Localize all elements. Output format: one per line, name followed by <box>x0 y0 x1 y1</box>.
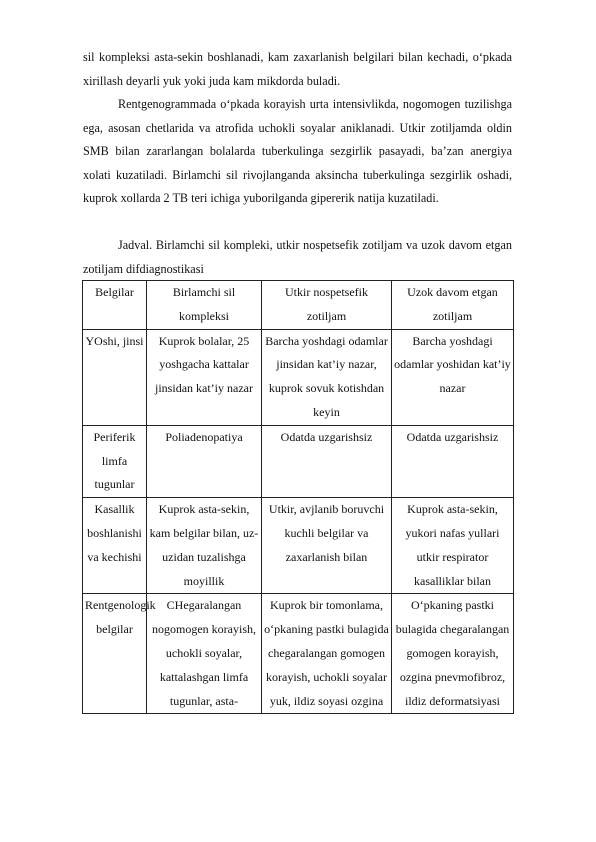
table-row <box>83 425 514 497</box>
table-cell: YOshi, jinsi <box>83 329 147 425</box>
table-row <box>83 498 514 594</box>
paragraph-rentgen: Rentgenogrammada o‘pkada korayish urta intensivlikda, nogomogen tuzilishga ega, asosan chetlarida va atrofida uchokli soyalar aniklanadi. Utkir zotiljamda oldin SMB bilan zararlangan bolalarda tuberkulinga sezgirlik pasayadi, ba’zan anergiya xolati kuzatiladi. Birlamchi sil rivojlanganda aksincha tuberkulinga sezgirlik oshadi, kuprok xollarda 2 TB teri ichiga yuborilganda gipererik natija kuzatiladi. <box>83 97 512 206</box>
table-cell: O‘pkaning pastki bulagida chegaralangan gomogen korayish, ozgina pnevmofibroz, ildiz deformatsiyasi <box>392 594 514 714</box>
diagnostics-table <box>82 280 514 714</box>
table-row <box>83 329 514 425</box>
header-cell: Utkir nospetsefik zotiljam <box>262 281 392 330</box>
table-header-row <box>83 281 514 330</box>
table-cell: Odatda uzgarishsiz <box>262 425 392 497</box>
table-cell: Barcha yoshdagi odamlar yoshidan kat’iy nazar <box>392 329 514 425</box>
table-cell: Odatda uzgarishsiz <box>392 425 514 497</box>
header-cell: Uzok davom etgan zotiljam <box>392 281 514 330</box>
table-caption: Jadval. Birlamchi sil kompleki, utkir nospetsefik zotiljam va uzok davom etgan zotiljam difdiagnostikasi <box>83 238 512 276</box>
table-cell: Kuprok asta-sekin, kam belgilar bilan, uz-uzidan tuzalishga moyillik <box>147 498 262 594</box>
header-cell: Birlamchi sil kompleksi <box>147 281 262 330</box>
table-cell: Kuprok bolalar, 25 yoshgacha kattalar jinsidan kat’iy nazar <box>147 329 262 425</box>
table-cell: CHegaralangan nogomogen korayish, uchokli soyalar, kattalashgan limfa tugunlar, asta- <box>147 594 262 714</box>
table-cell: Rentgenologik belgilar <box>83 594 147 714</box>
table-row <box>83 594 514 714</box>
paragraph-intro: sil kompleksi asta-sekin boshlanadi, kam zaxarlanish belgilari bilan kechadi, o‘pkada xirillash deyarli yuk yoki juda kam mikdorda buladi. <box>83 50 512 88</box>
table-cell: Periferik limfa tugunlar <box>83 425 147 497</box>
table-cell: Utkir, avjlanib boruvchi kuchli belgilar va zaxarlanish bilan <box>262 498 392 594</box>
header-cell: Belgilar <box>83 281 147 330</box>
table-cell: Barcha yoshdagi odamlar jinsidan kat’iy nazar, kuprok sovuk kotishdan keyin <box>262 329 392 425</box>
table-cell: Kuprok bir tomonlama, o‘pkaning pastki bulagida chegaralangan gomogen korayish, uchokli soyalar yuk, ildiz soyasi ozgina <box>262 594 392 714</box>
table-cell: Kasallik boshlanishi va kechishi <box>83 498 147 594</box>
table-cell: Kuprok asta-sekin, yukori nafas yullari utkir respirator kasalliklar bilan <box>392 498 514 594</box>
table-cell: Poliadenopatiya <box>147 425 262 497</box>
